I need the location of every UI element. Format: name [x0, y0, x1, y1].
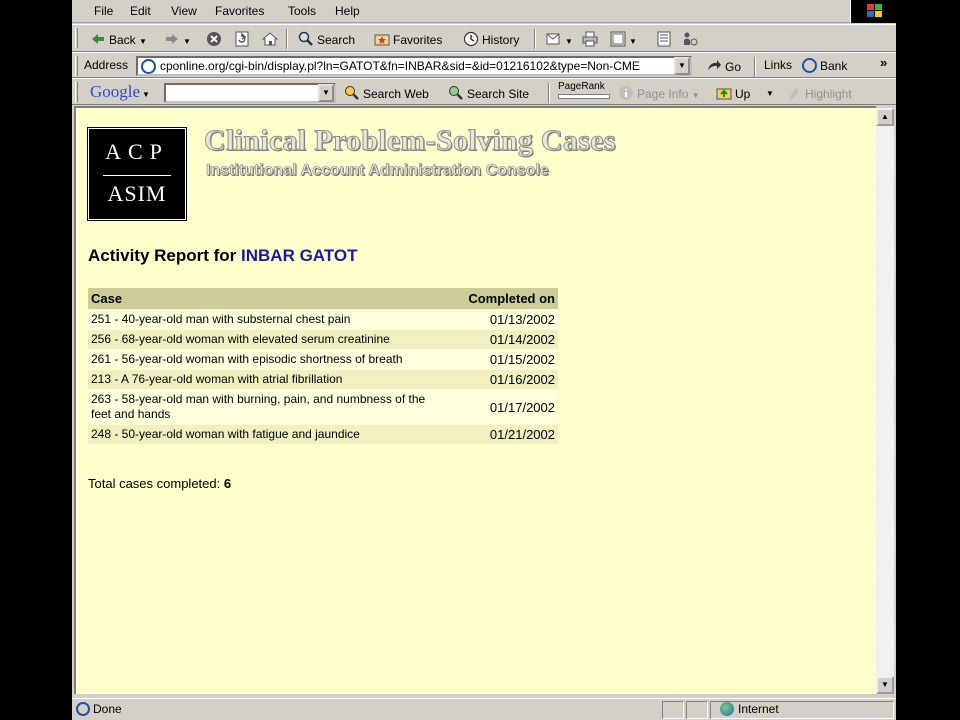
search-web-icon — [344, 85, 360, 101]
pagerank-bar — [558, 94, 610, 99]
search-site-label: Search Site — [467, 87, 530, 101]
favorites-button[interactable] — [374, 31, 442, 47]
up-folder-icon — [716, 85, 732, 101]
menu-favorites[interactable]: Favorites — [215, 4, 265, 18]
menu-view[interactable]: View — [171, 4, 197, 18]
search-button[interactable] — [298, 31, 355, 47]
google-separator — [548, 83, 550, 103]
stop-icon — [206, 31, 222, 47]
scroll-up-button[interactable]: ▲ — [876, 108, 894, 126]
history-button[interactable] — [463, 31, 519, 47]
messenger-icon — [682, 31, 698, 47]
menu-file[interactable]: File — [94, 4, 114, 18]
address-dropdown-button[interactable]: ▼ — [674, 57, 690, 75]
logo-divider — [103, 175, 171, 176]
table-header-row — [88, 288, 558, 310]
date-cell: 01/14/2002 — [448, 330, 558, 350]
print-icon — [582, 31, 598, 47]
table-row — [88, 390, 558, 425]
menu-tools[interactable]: Tools — [288, 4, 317, 18]
go-button[interactable] — [706, 58, 741, 74]
page-content — [74, 106, 876, 694]
windows-flag-icon — [867, 4, 883, 18]
address-input[interactable] — [136, 56, 692, 76]
total-label: Total cases completed: — [88, 476, 221, 491]
back-button[interactable] — [90, 31, 147, 47]
activity-table — [88, 288, 558, 444]
search-web-button[interactable] — [344, 85, 429, 101]
table-row — [88, 330, 558, 350]
menu-edit[interactable]: Edit — [130, 4, 151, 18]
table-row — [88, 310, 558, 330]
chevron-more-icon[interactable]: » — [880, 55, 888, 70]
google-logo-button[interactable] — [90, 82, 150, 102]
highlighter-icon — [786, 85, 802, 101]
back-dropdown-icon[interactable]: ▼ — [139, 37, 147, 46]
globe-icon — [720, 702, 734, 716]
date-cell: 01/21/2002 — [448, 425, 558, 445]
go-label: Go — [725, 60, 742, 74]
page-info-button[interactable] — [618, 85, 700, 101]
date-cell: 01/15/2002 — [448, 350, 558, 370]
menu-help[interactable]: Help — [335, 4, 360, 18]
ie-page-icon — [141, 59, 156, 74]
activity-throbber — [850, 0, 896, 23]
home-button[interactable] — [262, 31, 281, 47]
page-info-dropdown-icon[interactable]: ▼ — [691, 91, 700, 100]
refresh-button[interactable] — [234, 31, 253, 47]
table-row — [88, 425, 558, 445]
user-name: INBAR GATOT — [241, 246, 358, 265]
date-cell: 01/16/2002 — [448, 370, 558, 390]
history-label: History — [482, 33, 520, 47]
favorites-label: Favorites — [393, 33, 443, 47]
back-label: Back — [109, 33, 136, 47]
edit-icon — [610, 31, 626, 47]
case-cell: 248 - 50-year-old woman with fatigue and jaundice — [88, 425, 448, 445]
vertical-scrollbar[interactable] — [876, 108, 894, 694]
case-cell: 251 - 40-year-old man with substernal chest pain — [88, 310, 448, 330]
forward-arrow-icon — [164, 31, 180, 47]
logo-top-text: ACP — [105, 139, 169, 164]
case-cell: 261 - 56-year-old woman with episodic shortness of breath — [88, 350, 448, 370]
highlight-button[interactable] — [786, 85, 852, 101]
discuss-button[interactable] — [656, 31, 675, 47]
home-icon — [262, 31, 278, 47]
standard-toolbar — [72, 24, 896, 52]
up-label: Up — [735, 87, 751, 101]
search-icon — [298, 31, 314, 47]
pagerank-indicator[interactable] — [558, 82, 610, 99]
messenger-button[interactable] — [682, 31, 701, 47]
site-title: Clinical Problem-Solving Cases — [204, 124, 616, 157]
bank-label: Bank — [820, 59, 848, 73]
toolbar-separator — [534, 29, 536, 49]
report-heading — [88, 246, 358, 266]
discuss-icon — [656, 31, 672, 47]
google-search-input[interactable] — [164, 83, 336, 103]
highlight-label: Highlight — [805, 87, 852, 101]
google-search-dropdown-button[interactable]: ▼ — [318, 84, 334, 102]
logo-bottom-text: ASIM — [107, 181, 167, 206]
refresh-icon — [234, 31, 250, 47]
search-label: Search — [317, 33, 356, 47]
go-icon — [706, 58, 722, 74]
acp-asim-logo — [88, 128, 186, 220]
table-row — [88, 350, 558, 370]
column-header-completed: Completed on — [448, 288, 558, 310]
search-site-icon — [448, 85, 464, 101]
search-site-button[interactable] — [448, 85, 529, 101]
date-cell: 01/13/2002 — [448, 310, 558, 330]
bank-link[interactable] — [802, 58, 847, 73]
status-text — [76, 702, 122, 716]
address-grip[interactable] — [75, 56, 78, 76]
forward-dropdown-icon[interactable]: ▼ — [183, 37, 191, 46]
info-icon — [618, 85, 634, 101]
status-pane — [662, 701, 684, 719]
mail-icon — [546, 31, 562, 47]
links-button[interactable]: Links — [764, 58, 793, 72]
pagerank-label: PageRank — [558, 81, 605, 92]
status-pane — [686, 701, 708, 719]
up-button[interactable] — [716, 85, 750, 101]
status-bar — [72, 698, 896, 720]
google-menu-dropdown-icon[interactable]: ▼ — [140, 90, 150, 99]
browser-window — [72, 0, 896, 720]
search-web-label: Search Web — [363, 87, 429, 101]
address-url: cponline.org/cgi-bin/display.pl?ln=GATOT&fn=INBAR&sid=&id=01216102&type=Non-CME — [160, 59, 640, 73]
google-logo: Google — [90, 82, 141, 101]
google-grip[interactable] — [75, 82, 78, 102]
toolbar-separator — [286, 29, 288, 49]
back-arrow-icon — [90, 31, 106, 47]
security-zone — [720, 702, 779, 716]
stop-button[interactable] — [206, 31, 225, 47]
page-info-label: Page Info — [637, 87, 689, 101]
address-bar — [72, 52, 896, 78]
column-header-case: Case — [88, 288, 448, 310]
address-separator — [754, 57, 756, 77]
forward-button[interactable] — [164, 31, 191, 47]
zone-label: Internet — [738, 702, 779, 716]
site-subtitle: Institutional Account Administration Console — [206, 162, 549, 179]
toolbar-grip[interactable] — [75, 28, 78, 48]
ie-page-icon — [76, 702, 90, 716]
table-row — [88, 370, 558, 390]
edit-button[interactable] — [610, 31, 637, 47]
ie-page-icon — [802, 58, 817, 73]
date-cell: 01/17/2002 — [448, 390, 558, 425]
status-label: Done — [93, 702, 122, 716]
favorites-icon — [374, 31, 390, 47]
case-cell: 256 - 68-year-old woman with elevated serum creatinine — [88, 330, 448, 350]
case-cell: 213 - A 76-year-old woman with atrial fibrillation — [88, 370, 448, 390]
total-value: 6 — [223, 476, 232, 491]
history-icon — [463, 31, 479, 47]
heading-prefix: Activity Report for — [88, 246, 237, 265]
scroll-down-button[interactable]: ▼ — [876, 676, 894, 694]
print-button[interactable] — [582, 31, 601, 47]
mail-button[interactable] — [546, 31, 573, 47]
menu-bar — [72, 0, 896, 23]
case-cell: 263 - 58-year-old man with burning, pain, and numbness of the feet and hands — [88, 390, 448, 425]
edit-dropdown-icon[interactable]: ▼ — [629, 37, 637, 46]
address-label: Address — [84, 58, 129, 72]
google-toolbar — [72, 78, 896, 105]
up-dropdown-icon[interactable]: ▼ — [766, 89, 774, 98]
mail-dropdown-icon[interactable]: ▼ — [565, 37, 573, 46]
total-cases — [88, 476, 231, 491]
